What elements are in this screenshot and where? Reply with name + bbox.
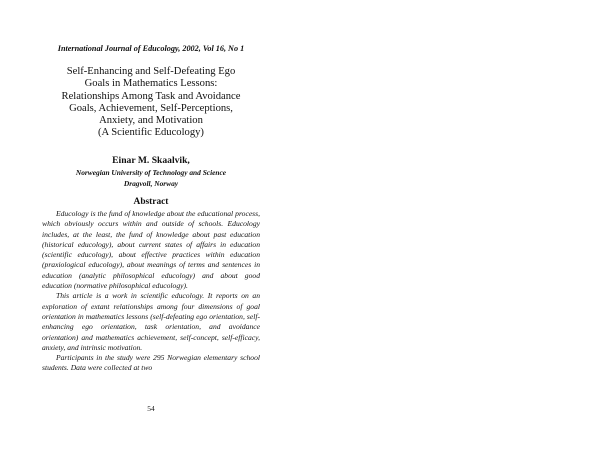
title-line: Self-Enhancing and Self-Defeating Ego bbox=[66, 66, 236, 77]
abstract-body bbox=[42, 209, 260, 374]
abstract-heading: Abstract bbox=[133, 197, 169, 207]
abstract-paragraph: Participants in the study were 295 Norwegian elementary school students. Data were collected at two bbox=[42, 353, 260, 373]
title-line: Relationships Among Task and Avoidance bbox=[61, 90, 241, 102]
paper-page bbox=[42, 0, 260, 464]
affiliation-line: Norwegian University of Technology and Science bbox=[75, 168, 227, 177]
author-name: Einar M. Skaalvik, bbox=[112, 155, 190, 166]
journal-citation: International Journal of Educology, 2002, Vol 16, No 1 bbox=[57, 44, 245, 53]
page-number: 54 bbox=[147, 404, 155, 413]
title-line: (A Scientific Educology) bbox=[98, 127, 204, 139]
article-title bbox=[42, 66, 260, 140]
title-line: Goals in Mathematics Lessons: bbox=[84, 78, 218, 90]
abstract-paragraph: This article is a work in scientific educology. It reports on an exploration of extant relationships among four dimensions of goal orientation in mathematics lessons (self-defeating ego orientation, self-enhancing ego orientation, task orientation, and avoidance orientation) and mathematics achievement, self-concept, self-efficacy, anxiety, and intrinsic motivation. bbox=[42, 291, 260, 352]
title-line: Anxiety, and Motivation bbox=[99, 115, 203, 127]
author-affiliation bbox=[42, 167, 260, 189]
abstract-paragraph: Educology is the fund of knowledge about the educational process, which obviously occurs within and outside of schools. Educology includes, at the least, the fund of knowledge about past education (historical educology), about current states of affairs in education (scientific educology), about effective practices within education (praxiological educology), about meanings of terms and sentences in education (analytic philosophical educology) and about good education (normative philosophical educology). bbox=[42, 209, 260, 291]
affiliation-line: Dragvoll, Norway bbox=[123, 179, 179, 188]
title-line: Goals, Achievement, Self-Perceptions, bbox=[69, 102, 233, 114]
